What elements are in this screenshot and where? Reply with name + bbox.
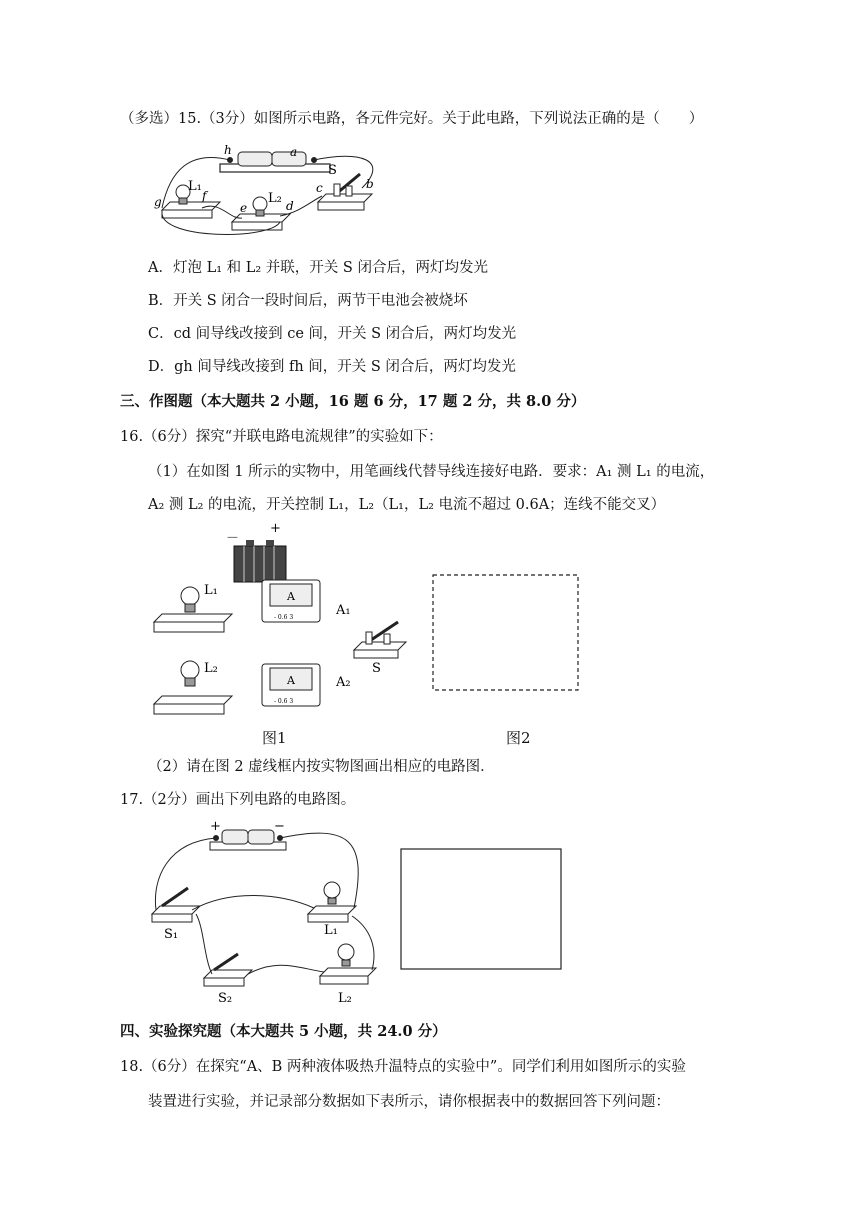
q16-battery-plus: + [270,521,281,536]
q15-label-c: c [316,181,323,195]
q15-label-l2: L₂ [268,191,282,206]
q15-label-f: f [202,189,207,203]
q16-label-a1: A₁ [336,603,351,618]
q16-part2: （2）请在图 2 虚线框内按实物图画出相应的电路图． [148,759,495,775]
q15-label-b: b [366,177,374,191]
q15-option-b: B．开关 S 闭合一段时间后，两节干电池会被烧坏 [148,293,468,309]
q16-meter1-letter: A [287,590,295,603]
q15-label-l1: L₁ [188,179,202,194]
q15-stem: （多选）15.（3分）如图所示电路，各元件完好。关于此电路，下列说法正确的是（ ） [120,111,704,127]
q17-battery-minus: − [274,819,285,834]
q16-label-s: S [372,661,381,676]
q15-label-e: e [240,201,248,215]
q15-option-a: A．灯泡 L₁ 和 L₂ 并联，开关 S 闭合后，两灯均发光 [148,260,488,276]
q17-stem: 17.（2分）画出下列电路的电路图。 [120,792,356,808]
q16-meter1-scale: - 0.6 3 [274,614,294,621]
q17-answer-box [400,848,564,972]
q16-part1-line2: A₂ 测 L₂ 的电流，开关控制 L₁，L₂（L₁，L₂ 电流不超过 0.6A；连线不能交叉） [148,497,666,513]
section3-heading: 三、作图题（本大题共 2 小题，16 题 6 分，17 题 2 分，共 8.0 分） [120,393,586,410]
q15-option-c: C．cd 间导线改接到 ce 间，开关 S 闭合后，两灯均发光 [148,326,517,342]
q16-fig1-caption: 图1 [262,729,287,747]
q16-label-a2: A₂ [336,675,351,690]
q16-stem: 16.（6分）探究“并联电路电流规律”的实验如下： [120,429,443,445]
q15-label-g: g [154,195,162,209]
q16-figure2-dashed-box [432,574,580,692]
q17-label-l1: L₁ [324,923,338,938]
q15-label-s: S [328,163,337,178]
q15-label-a: a [290,145,298,159]
q15-label-d: d [286,199,294,213]
q17-label-s2: S₂ [218,991,233,1006]
section4-heading: 四、实验探究题（本大题共 5 小题，共 24.0 分） [120,1023,447,1040]
q15-option-d: D．gh 间导线改接到 fh 间，开关 S 闭合后，两灯均发光 [148,359,516,375]
q16-meter2-letter: A [287,674,295,687]
q17-battery-plus: + [210,819,221,834]
q16-battery-minus: － [226,531,240,546]
q16-figure1 [150,520,420,720]
q15-label-h: h [224,143,232,157]
q17-label-l2: L₂ [338,991,352,1006]
q15-circuit-figure [150,140,400,240]
q18-line2: 装置进行实验，并记录部分数据如下表所示，请你根据表中的数据回答下列问题： [148,1094,670,1110]
q16-label-l1: L₁ [204,583,218,598]
q17-label-s1: S₁ [164,927,179,942]
q16-part1-line1: （1）在如图 1 所示的实物中，用笔画线代替导线连接好电路．要求：A₁ 测 L₁ 的电流， [148,464,715,480]
q16-fig2-caption: 图2 [506,729,531,747]
q17-circuit-figure [148,818,388,1008]
q16-label-l2: L₂ [204,661,218,676]
q18-line1: 18.（6分）在探究“A、B 两种液体吸热升温特点的实验中”。同学们利用如图所示的实验 [120,1059,686,1075]
q16-meter2-scale: - 0.6 3 [274,698,294,705]
